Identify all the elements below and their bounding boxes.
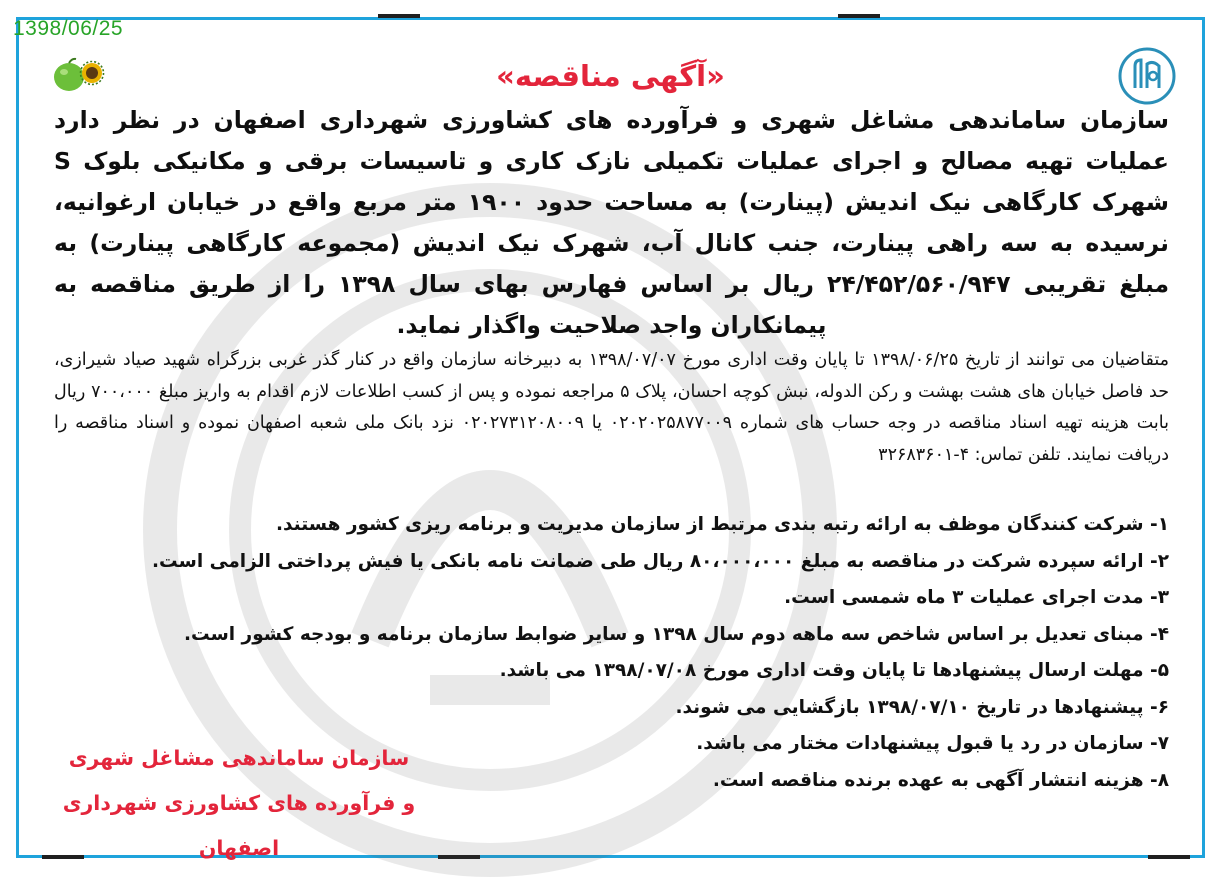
list-item: ۷- سازمان در رد یا قبول پیشنهادات مختار می باشد. — [696, 733, 1169, 754]
list-item: ۲- ارائه سپرده شرکت در مناقصه به مبلغ ۸۰،۰۰۰،۰۰۰ ریال طی ضمانت نامه بانکی یا فیش پرداختی الزامی است. — [152, 550, 1169, 572]
notice-title: «آگهی مناقصه» — [496, 59, 725, 93]
list-item: ۴- مبنای تعدیل بر اساس شاخص سه ماهه دوم سال ۱۳۹۸ و سایر ضوابط سازمان برنامه و بودجه کشور است. — [183, 623, 1169, 645]
signature-line-2: و فرآورده های کشاورزی شهرداری اصفهان — [62, 791, 416, 860]
list-item: ۸- هزینه انتشار آگهی به عهده برنده مناقصه است. — [712, 769, 1169, 791]
date-stamp: 1398/06/25 — [13, 17, 124, 40]
crop-mark-bottom-right — [1148, 855, 1190, 859]
crop-mark-top-left — [378, 14, 420, 18]
notice-body: متقاضیان می توانند از تاریخ ۱۳۹۸/۰۶/۲۵ تا پایان وقت اداری مورخ ۱۳۹۸/۰۷/۰۷ به دبیرخانه سازمان واقع در کنار گذر غربی بزرگراه شهید صیاد شیرازی، حد فاصل خیابان های هشت بهشت و رکن الدوله، نبش کوچه احسان، پلاک ۵ مراجعه نموده و پس از کسب اطلاعات لازم اقدام به واریز مبلغ ۷۰۰،۰۰۰ ریال بابت هزینه تهیه اسناد مناقصه در وجه حساب های شماره ۰۲۰۲۰۲۵۸۷۷۰۰۹ یا ۰۲۰۲۷۳۱۲۰۸۰۰۹ نزد بانک ملی شعبه اصفهان نموده و اسناد مناقصه را دریافت نمایند. تلفن تماس: ۴-۳۲۶۸۳۶۰۱ — [54, 350, 1170, 465]
notice-intro: سازمان ساماندهی مشاغل شهری و فرآورده های کشاورزی شهرداری اصفهان در نظر دارد عملیات تهیه مصالح و اجرای عملیات تکمیلی نازک کاری و تاسیسات برقی و مکانیکی بلوک S شهرک کارگاهی نیک اندیش (پینارت) به مساحت حدود ۱۹۰۰ متر مربع واقع در خیابان ارغوانیه، نرسیده به سه راهی پینارت، جنب کانال آب، شهرک نیک اندیش (مجموعه کارگاهی پینارت) به مبلغ تقریبی ۲۴/۴۵۲/۵۶۰/۹۴۷ ریال بر اساس فهارس بهای سال ۱۳۹۸ را از طریق مناقصه به پیمانکاران واجد صلاحیت واگذار نماید. — [54, 106, 1170, 339]
signature-line-1: سازمان ساماندهی مشاغل شهری — [68, 746, 410, 770]
list-item: ۵- مهلت ارسال پیشنهادها تا پایان وقت اداری مورخ ۱۳۹۸/۰۷/۰۸ می باشد. — [499, 660, 1169, 681]
crop-mark-bottom-mid — [438, 855, 480, 859]
list-item: ۶- پیشنهادها در تاریخ ۱۳۹۸/۰۷/۱۰ بازگشایی می شوند. — [675, 696, 1169, 718]
crop-mark-top-right — [838, 14, 880, 18]
list-item: ۱- شرکت کنندگان موظف به ارائه رتبه بندی مرتبط از سازمان مدیریت و برنامه ریزی کشور هستند. — [275, 514, 1169, 535]
issuer-signature — [44, 736, 434, 871]
list-item: ۳- مدت اجرای عملیات ۳ ماه شمسی است. — [784, 587, 1169, 608]
